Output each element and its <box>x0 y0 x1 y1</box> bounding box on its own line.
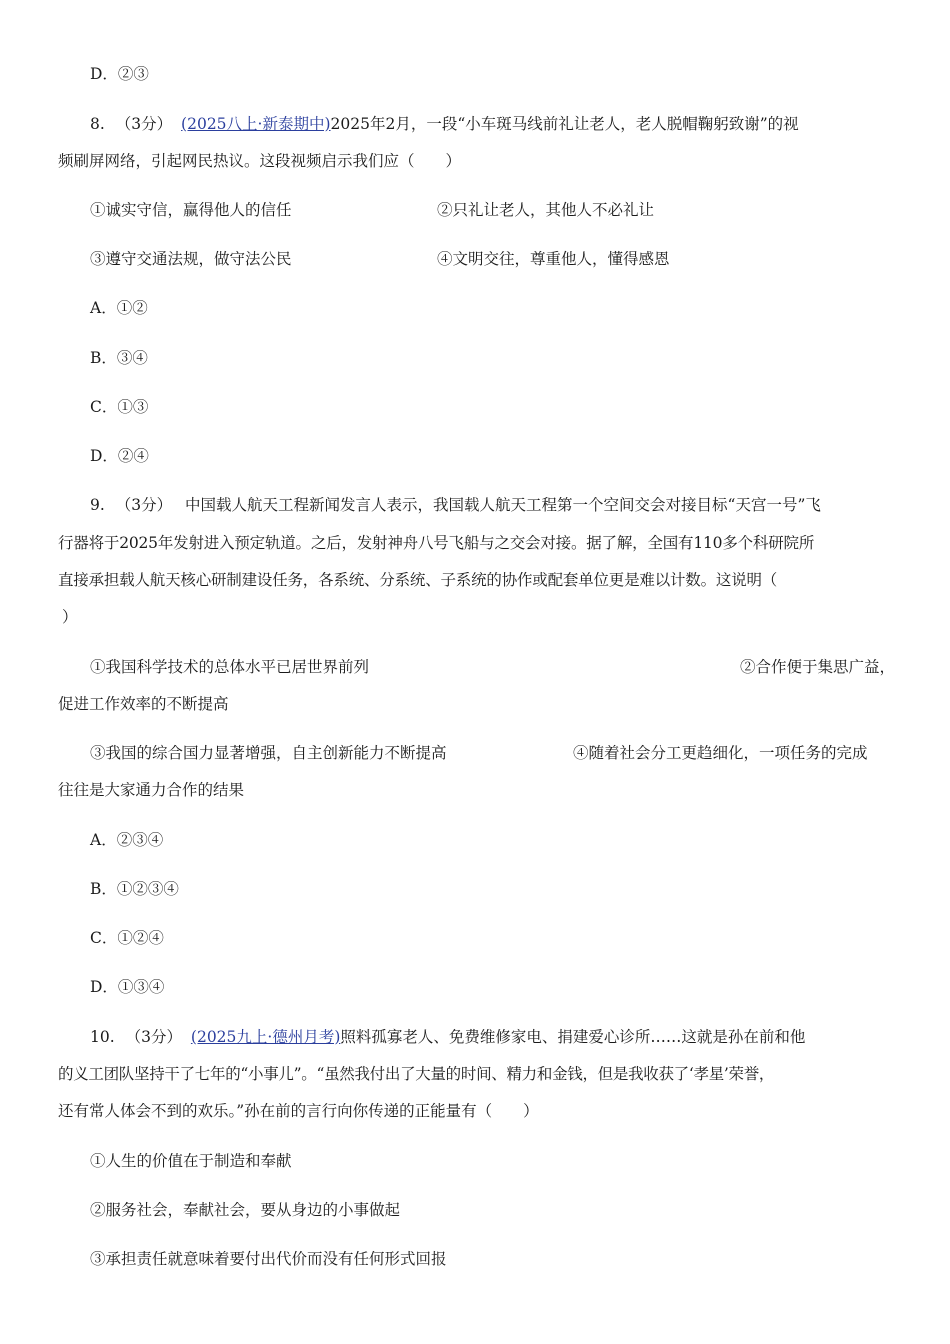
q8-statement-4: ④文明交往，尊重他人，懂得感恩 <box>437 250 670 268</box>
q8-option-c: C．①③ <box>90 398 149 416</box>
q10-stem-line2: 的义工团队坚持干了七年的“小事儿”。“虽然我付出了大量的时间、精力和金钱，但是我收获了‘孝星’荣誉， <box>58 1065 775 1083</box>
q9-stem-text: 中国载人航天工程新闻发言人表示，我国载人航天工程第一个空间交会对接目标“天宫一号”飞 <box>185 496 821 514</box>
q9-option-a: A．②③④ <box>90 831 164 849</box>
q8-number: 8. <box>90 115 105 133</box>
q8-option-a: A．①② <box>90 299 148 317</box>
q9-stem-line1 <box>90 494 821 516</box>
q10-stem-line1 <box>90 1026 805 1048</box>
q9-option-c: C．①②④ <box>90 929 164 947</box>
q10-source-link[interactable]: (2025九上·德州月考) <box>190 1028 341 1046</box>
q10-score: （3分） <box>125 1028 182 1046</box>
q10-statement-1: ①人生的价值在于制造和奉献 <box>90 1152 292 1170</box>
q10-statement-2: ②服务社会，奉献社会，要从身边的小事做起 <box>90 1201 401 1219</box>
q8-stem-line2: 频刷屏网络，引起网民热议。这段视频启示我们应（ ） <box>58 152 462 170</box>
q8-stem-line1 <box>90 113 799 135</box>
q9-number: 9. <box>90 496 105 514</box>
q8-source-link[interactable]: (2025八上·新泰期中) <box>181 115 331 133</box>
q10-stem-text: 照料孤寡老人、免费维修家电、捐建爱心诊所……这就是孙在前和他 <box>340 1028 806 1046</box>
q8-statement-1: ①诚实守信，赢得他人的信任 <box>90 201 292 219</box>
q8-statement-3: ③遵守交通法规，做守法公民 <box>90 250 292 268</box>
q9-statement-4b: 往往是大家通力合作的结果 <box>58 781 245 799</box>
q8-option-b: B．③④ <box>90 349 148 367</box>
q9-stem-line3: 直接承担载人航天核心研制建设任务，各系统、分系统、子系统的协作或配套单位更是难以计数。这说明（ <box>58 571 778 589</box>
q10-number: 10. <box>90 1028 115 1046</box>
q10-stem-line3: 还有常人体会不到的欢乐。”孙在前的言行向你传递的正能量有（ ） <box>58 1102 539 1120</box>
q9-statement-4a: ④随着社会分工更趋细化，一项任务的完成 <box>573 744 868 762</box>
q9-score: （3分） <box>115 496 173 514</box>
q10-statement-3: ③承担责任就意味着要付出代价而没有任何形式回报 <box>90 1250 447 1268</box>
q8-stem-text: 2025年2月，一段“小车斑马线前礼让老人，老人脱帽鞠躬致谢”的视 <box>330 115 799 133</box>
q8-score: （3分） <box>115 115 173 133</box>
q9-statement-3: ③我国的综合国力显著增强，自主创新能力不断提高 <box>90 744 447 762</box>
q9-statement-1: ①我国科学技术的总体水平已居世界前列 <box>90 658 370 676</box>
q8-option-d: D．②④ <box>90 447 149 465</box>
q8-statement-2: ②只礼让老人，其他人不必礼让 <box>437 201 655 219</box>
q9-stem-line4: ） <box>62 608 78 626</box>
q7-option-d: D．②③ <box>90 65 149 83</box>
q9-statement-2b: 促进工作效率的不断提高 <box>58 695 229 713</box>
q9-statement-2a: ②合作便于集思广益， <box>740 658 896 676</box>
q9-stem-line2: 行器将于2025年发射进入预定轨道。之后，发射神舟八号飞船与之交会对接。据了解，全国有110多个科研院所 <box>58 534 815 552</box>
q9-option-b: B．①②③④ <box>90 880 179 898</box>
q9-option-d: D．①③④ <box>90 978 165 996</box>
